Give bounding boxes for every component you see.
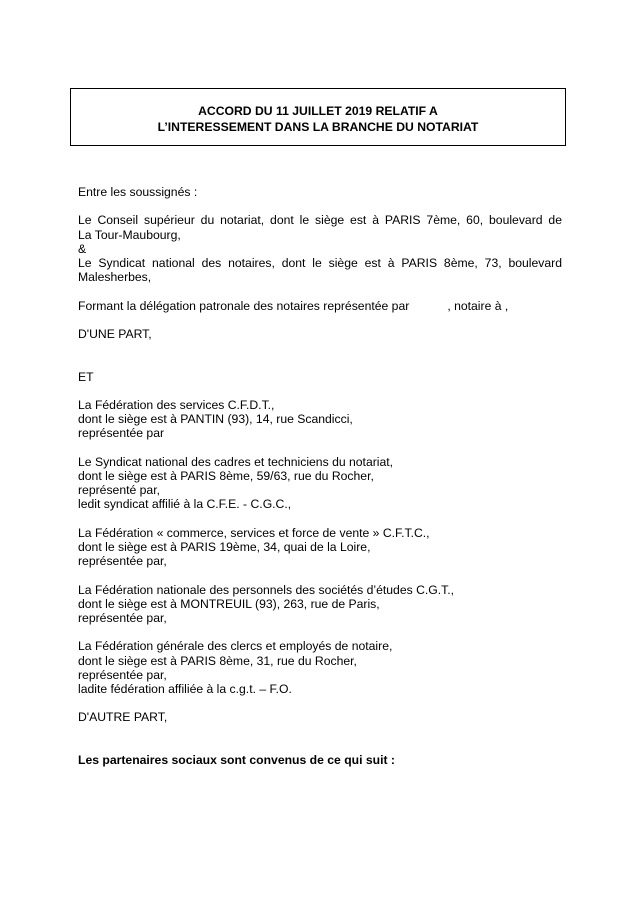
delegation-suffix: , notaire à , — [447, 298, 509, 313]
intro-text: Entre les soussignés : — [78, 185, 198, 199]
union-line: dont le siège est à PARIS 8ème, 31, rue du Rocher, — [78, 653, 357, 668]
et-text: ET — [78, 369, 94, 384]
union-line: ledit syndicat affilié à la C.F.E. - C.G.C., — [78, 497, 292, 512]
union-block-cgt — [78, 583, 562, 626]
title-box — [70, 88, 566, 146]
union-line: représentée par, — [78, 667, 167, 682]
union-line: représentée par, — [78, 610, 167, 625]
union-line: La Fédération « commerce, services et force de vente » C.F.T.C., — [78, 525, 430, 540]
union-block-cfdt — [78, 398, 562, 441]
union-line: dont le siège est à PARIS 19ème, 34, quai de la Loire, — [78, 539, 371, 554]
une-part: D'UNE PART, — [78, 326, 152, 341]
union-block-fo — [78, 639, 562, 696]
delegation-text: Formant la délégation patronale des notaires représentée par — [78, 298, 410, 313]
union-line: La Fédération générale des clercs et employés de notaire, — [78, 639, 393, 654]
conclusion-heading: Les partenaires sociaux sont convenus de ce qui suit : — [78, 752, 395, 767]
union-line: dont le siège est à PARIS 8ème, 59/63, rue du Rocher, — [78, 468, 374, 483]
union-line: La Fédération nationale des personnels des sociétés d’études C.G.T., — [78, 582, 455, 597]
snn-line-2: Malesherbes, — [78, 270, 152, 285]
union-line: La Fédération des services C.F.D.T., — [78, 397, 275, 412]
ampersand: & — [78, 241, 87, 256]
union-line: Le Syndicat national des cadres et techniciens du notariat, — [78, 454, 394, 469]
snn-line-1: Le Syndicat national des notaires, dont le siège est à PARIS 8ème, 73, boulevard — [78, 256, 562, 270]
union-block-cgc — [78, 455, 562, 512]
csn-line-1: Le Conseil supérieur du notariat, dont le siège est à PARIS 7ème, 60, boulevard de — [78, 213, 562, 228]
union-line: dont le siège est à MONTREUIL (93), 263, rue de Paris, — [78, 596, 380, 611]
autre-part: D'AUTRE PART, — [78, 710, 168, 725]
union-line: ladite fédération affiliée à la c.g.t. – F.O. — [78, 681, 292, 696]
union-line: représentée par — [78, 426, 165, 441]
union-line: dont le siège est à PANTIN (93), 14, rue Scandicci, — [78, 412, 353, 427]
title-line-2: L’INTERESSEMENT DANS LA BRANCHE DU NOTARIAT — [157, 120, 479, 134]
csn-line-2: La Tour-Maubourg, — [78, 227, 181, 242]
document-body — [78, 185, 562, 767]
title-line-1: ACCORD DU 11 JUILLET 2019 RELATIF A — [198, 104, 438, 118]
union-line: représentée par, — [78, 554, 167, 569]
union-line: représenté par, — [78, 483, 160, 498]
union-block-cftc — [78, 526, 562, 569]
delegation-paragraph — [78, 299, 562, 313]
